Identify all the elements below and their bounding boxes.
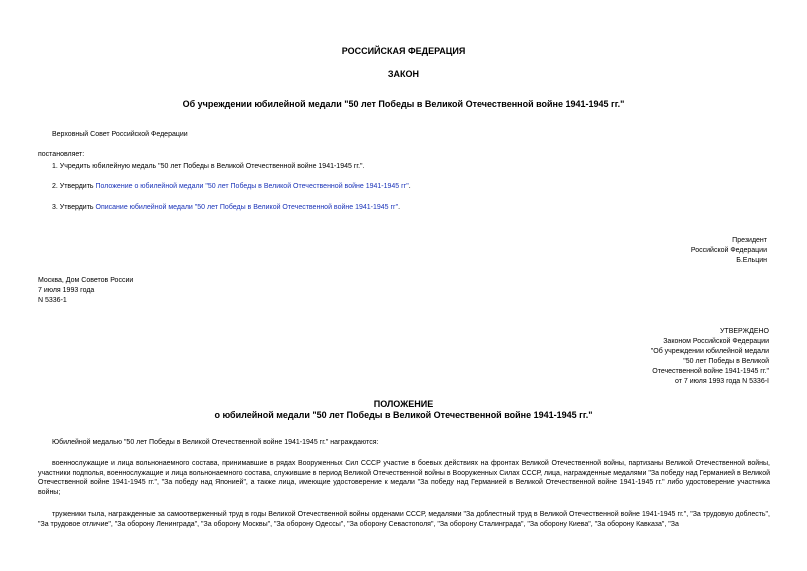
law-item-2-prefix: 2. Утвердить [52, 183, 96, 190]
approved-line-6: от 7 июля 1993 года N 5336-I [675, 378, 769, 385]
signature-org: Российской Федерации [690, 247, 767, 254]
regulation-link[interactable]: Положение о юбилейной медали "50 лет Победы в Великой Отечественной войне 1941-1945 гг" [95, 183, 409, 190]
law-item-2-suffix: . [408, 183, 411, 190]
approved-line-3: "Об учреждении юбилейной медали [650, 348, 769, 355]
regulation-intro: Юбилейной медалью "50 лет Победы в Великой Отечественной войне 1941-1945 гг." награждаются: [52, 439, 379, 446]
date-text: 7 июля 1993 года [38, 287, 95, 294]
law-title: Об учреждении юбилейной медали "50 лет Победы в Великой Отечественной войне 1941-1945 гг." [182, 99, 625, 109]
law-item-3 [52, 204, 400, 211]
issuer-text: Верховный Совет Российской Федерации [52, 131, 188, 138]
approved-line-4: "50 лет Победы в Великой [683, 358, 769, 365]
approved-line-5: Отечественной войне 1941-1945 гг." [652, 368, 769, 375]
regulation-heading: ПОЛОЖЕНИЕ [373, 399, 434, 409]
law-item-1: 1. Учредить юбилейную медаль "50 лет Победы в Великой Отечественной войне 1941-1945 гг.". [52, 163, 365, 170]
law-item-3-suffix: . [398, 204, 401, 211]
description-link[interactable]: Описание юбилейной медали "50 лет Победы в Великой Отечественной войне 1941-1945 гг" [95, 204, 399, 211]
place-text: Москва, Дом Советов России [38, 277, 134, 284]
regulation-paragraph-2: труженики тыла, награжденные за самоотверженный труд в годы Великой Отечественной войны орденами СССР, медалями "За доблестный труд в Великой Отечественной войне 1941-1945 гг.", "За трудовую доблесть", "За трудовое отличие", "За оборону Ленинграда", "За оборону Москвы", "За оборону Одессы", "За оборону Севастополя", "За оборону Сталинграда", "За оборону Киева", "За оборону Кавказа", "За [38, 511, 770, 528]
regulation-subheading: о юбилейной медали "50 лет Победы в Великой Отечественной войне 1941-1945 гг." [214, 410, 593, 420]
number-text: N 5336-1 [38, 297, 67, 304]
approved-line-1: УТВЕРЖДЕНО [719, 328, 769, 335]
approved-line-2: Законом Российской Федерации [663, 338, 769, 345]
law-item-2 [52, 183, 411, 190]
country-heading: РОССИЙСКАЯ ФЕДЕРАЦИЯ [341, 46, 466, 56]
doc-type-heading: ЗАКОН [387, 69, 420, 79]
resolves-text: постановляет: [38, 151, 85, 158]
regulation-paragraph-1: военнослужащие и лица вольнонаемного состава, принимавшие в рядах Вооруженных Сил СССР участие в боевых действиях на фронтах Великой Отечественной войны, партизаны Великой Отечественной войны, участники подполья, военнослужащие и лица вольнонаемного состава, служившие в период Великой Отечественной войны в Вооруженных Силах СССР, лица, награжденные медалями "За победу над Германией в Великой Отечественной войне 1941-1945 гг.", "За победу над Японией", а также лица, имеющие удостоверение к медали "За победу над Германией в Великой Отечественной войне 1941-1945 гг." либо удостоверение участника войны; [38, 460, 770, 496]
signature-name: Б.Ельцин [736, 257, 767, 264]
law-item-3-prefix: 3. Утвердить [52, 204, 96, 211]
signature-title: Президент [732, 237, 767, 244]
